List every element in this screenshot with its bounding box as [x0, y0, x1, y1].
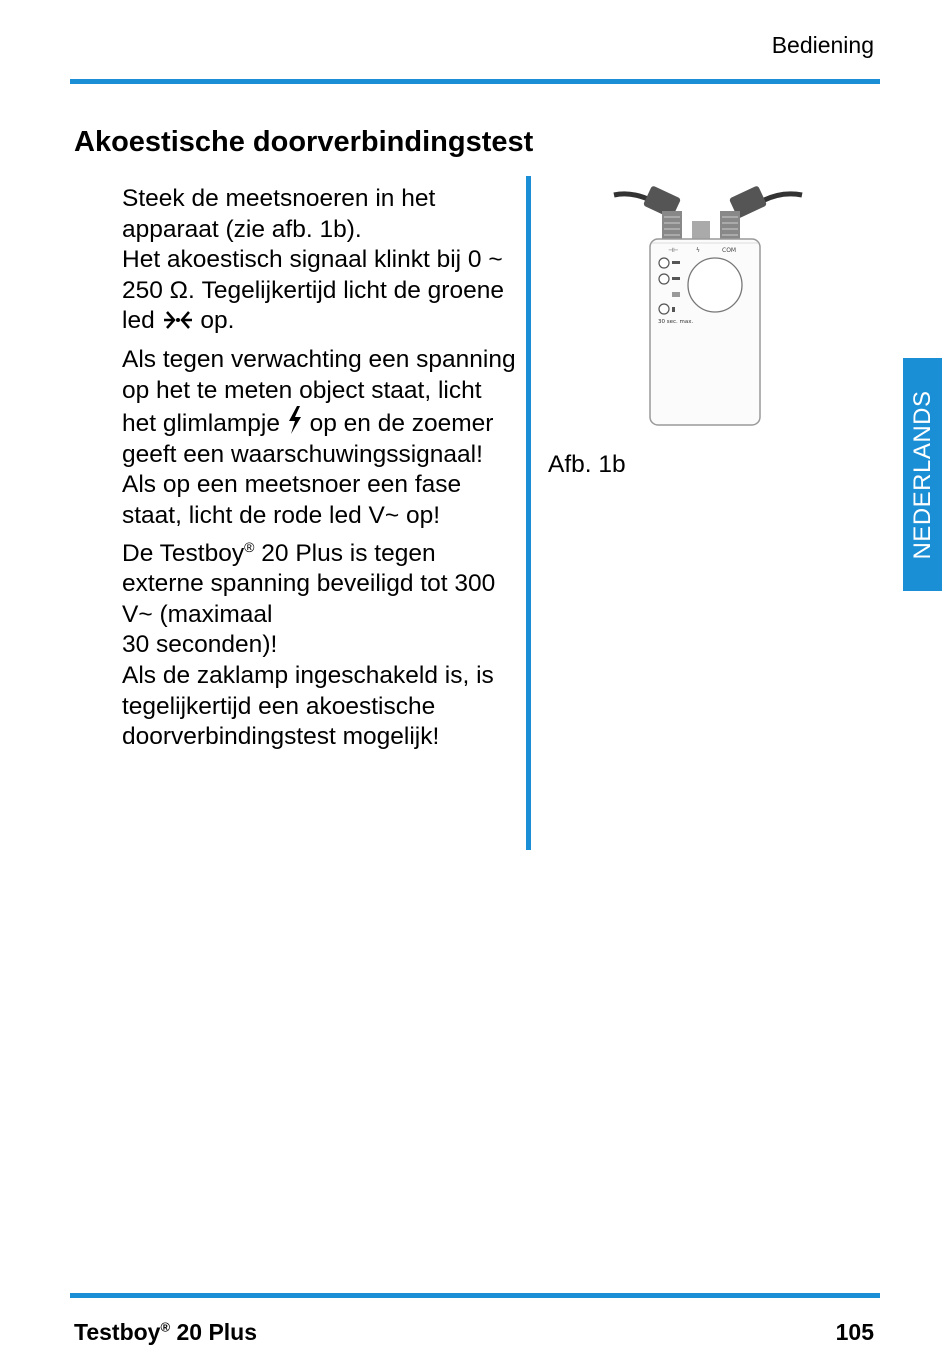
p2-line-e: 20 Plus is tegen externe spanning beveiligd tot 300 V~ (maximaal	[122, 539, 496, 628]
p2-line-b: op en de zoemer geeft een waarschuwingssignaal!	[122, 410, 494, 468]
top-rule	[70, 79, 880, 84]
language-tab-label: NEDERLANDS	[908, 389, 936, 560]
p2-line-a: Als tegen verwachting een spanning op het te meten object staat, licht het glimlampje	[122, 345, 516, 438]
device-label: 30 sec. max.	[658, 319, 694, 325]
section-header: Bediening	[771, 32, 874, 58]
figure-caption: Afb. 1b	[548, 451, 626, 478]
product-name: Testboy	[74, 1319, 161, 1345]
paragraph-2	[122, 345, 517, 753]
svg-text:⊣⊢: ⊣⊢	[668, 247, 679, 254]
p2-line-c: Als op een meetsnoer een fase staat, licht de rode led V~ op!	[122, 471, 462, 529]
svg-text:COM: COM	[722, 247, 737, 254]
column-divider	[526, 176, 531, 850]
paragraph-1	[122, 184, 517, 337]
language-tab[interactable]	[903, 358, 942, 591]
p1-line-b: Het akoestisch signaal klinkt bij 0 ~ 250 Ω. Tegelijkertijd licht de groene led	[122, 246, 504, 335]
p2-line-d: De Testboy	[122, 539, 245, 567]
lightning-icon	[287, 406, 303, 434]
device-figure	[612, 183, 807, 433]
footer-product	[74, 1319, 257, 1346]
body-text	[122, 184, 517, 753]
product-registered-mark: ®	[160, 1319, 171, 1335]
p2-line-g: Als de zaklamp ingeschakeld is, is tegelijkertijd een akoestische doorverbindingstest mogelijk!	[122, 662, 494, 751]
p1-line-c: op.	[200, 307, 235, 335]
svg-text:ϟ: ϟ	[696, 247, 700, 254]
bottom-rule	[70, 1293, 880, 1298]
page-heading: Akoestische doorverbindingstest	[74, 126, 534, 158]
product-model: 20 Plus	[176, 1319, 258, 1345]
continuity-icon	[162, 309, 194, 331]
p2-line-f: 30 seconden)!	[122, 631, 278, 659]
registered-mark: ®	[244, 538, 255, 555]
page-number: 105	[835, 1319, 874, 1345]
p1-line-a: Steek de meetsnoeren in het apparaat (zie afb. 1b).	[122, 185, 436, 243]
